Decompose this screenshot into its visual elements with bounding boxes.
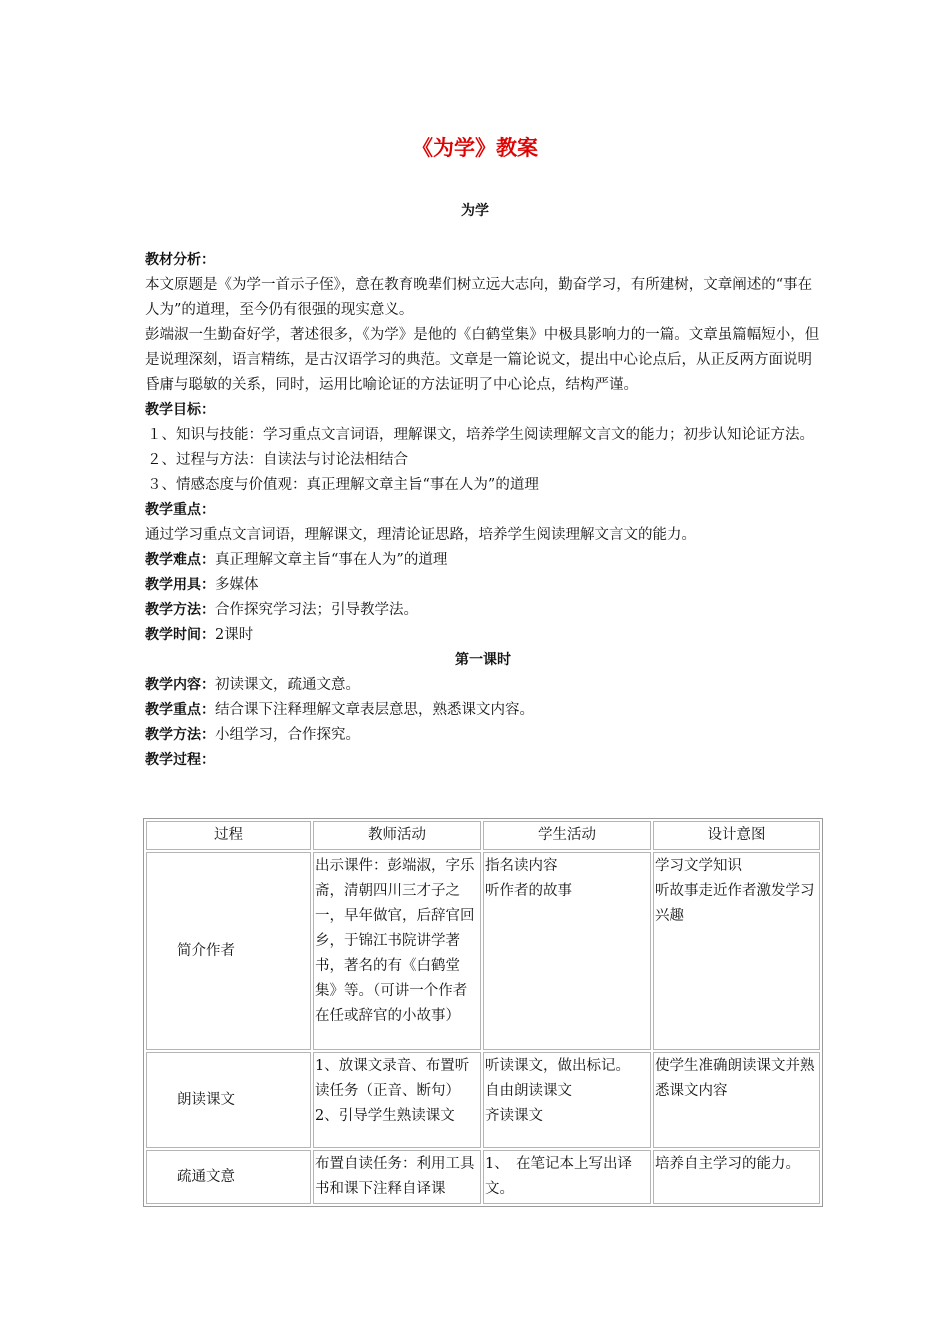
key-points-text: 通过学习重点文言词语，理解课文，理清论证思路，培养学生阅读理解文言文的能力。 <box>145 527 696 543</box>
table-row <box>146 1052 820 1148</box>
table-row <box>146 852 820 1050</box>
section-heading-process: 教学过程： <box>145 752 215 768</box>
section-heading-lesson-key: 教学重点： <box>145 702 215 718</box>
intent-cell <box>653 1150 820 1204</box>
analysis-paragraph-2: 彭端淑一生勤奋好学，著述很多，《为学》是他的《白鹤堂集》中极具影响力的一篇。文章虽篇幅短小，但是说理深刻，语言精练，是古汉语学习的典范。文章是一篇论说文，提出中心论点后，从正反两方面说明昏庸与聪敏的关系，同时，运用比喻论证的方法证明了中心论点，结构严谨。 <box>145 327 820 393</box>
difficulty-text: 真正理解文章主旨“事在人为”的道理 <box>215 552 448 568</box>
content-text: 初读课文，疏通文意。 <box>215 677 360 693</box>
document-subtitle: 为学 <box>461 203 489 219</box>
analysis-paragraph-1: 本文原题是《为学一首示子侄》，意在教育晚辈们树立远大志向，勤奋学习，有所建树，文章阐述的“事在人为”的道理，至今仍有很强的现实意义。 <box>145 277 813 318</box>
method-text: 合作探究学习法；引导教学法。 <box>215 602 418 618</box>
goal-item-3: ３、情感态度与价值观：真正理解文章主旨“事在人为”的道理 <box>147 477 539 493</box>
lesson-key-text: 结合课下注释理解文章表层意思，熟悉课文内容。 <box>215 702 534 718</box>
document-body <box>145 248 821 773</box>
teacher-cell <box>313 1052 481 1148</box>
lesson-method-text: 小组学习，合作探究。 <box>215 727 360 743</box>
intent-line: 听故事走近作者激发学习兴趣 <box>655 883 815 924</box>
section-heading-difficulty: 教学难点： <box>145 552 215 568</box>
student-line: 听读课文，做出标记。 <box>485 1058 630 1074</box>
intent-cell <box>653 852 820 1050</box>
lesson-one-title: 第一课时 <box>455 652 511 668</box>
column-header-student: 学生活动 <box>483 821 651 850</box>
teacher-cell: 布置自读任务：利用工具书和课下注释自译课 <box>313 1150 481 1204</box>
process-table <box>143 818 823 1207</box>
section-heading-analysis: 教材分析： <box>145 252 215 268</box>
section-heading-method: 教学方法： <box>145 602 215 618</box>
teacher-line: 2、引导学生熟读课文 <box>315 1108 455 1124</box>
stage-cell: 简介作者 <box>146 852 311 1050</box>
table-header-row <box>146 821 820 850</box>
stage-cell: 朗读课文 <box>146 1052 311 1148</box>
tools-text: 多媒体 <box>215 577 259 593</box>
section-heading-tools: 教学用具： <box>145 577 215 593</box>
teacher-line: 1、放课文录音、布置听读任务（正音、断句） <box>315 1058 470 1099</box>
table-row <box>146 1150 820 1204</box>
goal-item-2: ２、过程与方法：自读法与讨论法相结合 <box>147 452 408 468</box>
student-line: 1、 在笔记本上写出译文。 <box>485 1156 632 1197</box>
column-header-intent: 设计意图 <box>653 821 820 850</box>
intent-line: 使学生准确朗读课文并熟悉课文内容 <box>655 1058 815 1099</box>
teacher-cell: 出示课件：彭端淑，字乐斋，清朝四川三才子之一，早年做官，后辞官回乡，于锦江书院讲学著书，著名的有《白鹤堂集》等。（可讲一个作者在任或辞官的小故事） <box>313 852 481 1050</box>
section-heading-key: 教学重点： <box>145 502 215 518</box>
column-header-teacher: 教师活动 <box>313 821 481 850</box>
section-heading-content: 教学内容： <box>145 677 215 693</box>
column-header-stage: 过程 <box>146 821 311 850</box>
student-cell <box>483 1150 651 1204</box>
intent-line: 培养自主学习的能力。 <box>655 1156 800 1172</box>
student-line: 自由朗读课文 <box>485 1083 572 1099</box>
time-text: 2课时 <box>215 627 254 643</box>
stage-cell: 疏通文意 <box>146 1150 311 1204</box>
section-heading-time: 教学时间： <box>145 627 215 643</box>
section-heading-goals: 教学目标： <box>145 402 215 418</box>
student-line: 听作者的故事 <box>485 883 572 899</box>
intent-cell <box>653 1052 820 1148</box>
student-line: 指名读内容 <box>485 858 558 874</box>
goal-item-1: １、知识与技能：学习重点文言词语，理解课文，培养学生阅读理解文言文的能力；初步认知论证方法。 <box>147 427 814 443</box>
student-line: 齐读课文 <box>485 1108 543 1124</box>
document-title: 《为学》教案 <box>412 136 538 160</box>
student-cell <box>483 1052 651 1148</box>
student-cell <box>483 852 651 1050</box>
section-heading-lesson-method: 教学方法： <box>145 727 215 743</box>
intent-line: 学习文学知识 <box>655 858 742 874</box>
